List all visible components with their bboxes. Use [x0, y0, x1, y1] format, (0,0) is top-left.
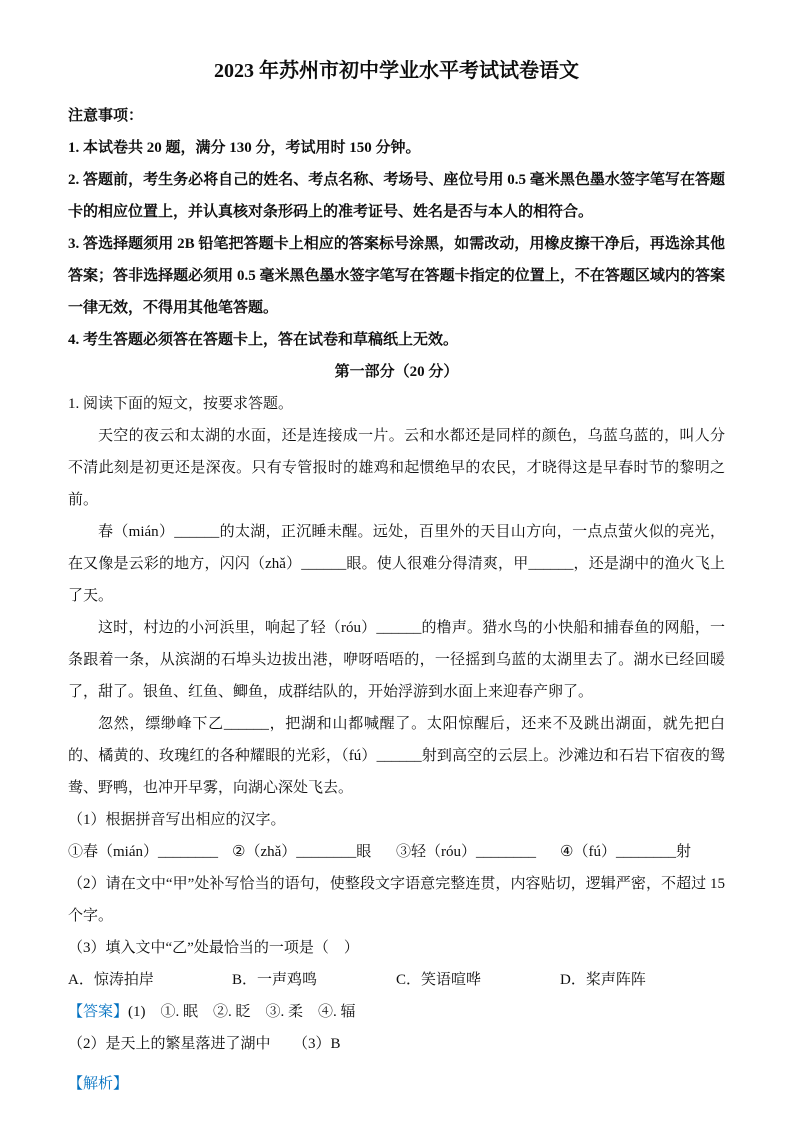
option-b: B．一声鸡鸣: [232, 972, 318, 988]
answer-line-2: （2）是天上的繁星落进了湖中 （3）B: [68, 1036, 341, 1052]
part1-heading: 第一部分（20 分）: [334, 364, 459, 380]
choice-options-row: [68, 964, 725, 996]
pinyin-blanks-row: [68, 836, 725, 868]
notice-heading: 注意事项：: [68, 108, 144, 124]
page-title: 2023 年苏州市初中学业水平考试试卷语文: [214, 60, 579, 82]
option-c: C．笑语喧哗: [396, 972, 482, 988]
analysis-line: [68, 1068, 725, 1100]
pinyin-blank-1: ①春（mián）________: [68, 844, 218, 860]
passage-paragraph-3: 这时，村边的小河浜里，响起了轻（róu）______的橹声。猎水鸟的小快船和捕春鱼的网船，一条跟着一条，从滨湖的石埠头边拔出港，咿呀唔唔的，一径摇到乌蓝的太湖里去了。湖水已经回暖了，甜了。银鱼、红鱼、鲫鱼，成群结队的，开始浮游到水面上来迎春产卵了。: [68, 620, 725, 700]
subquestion-3: （3）填入文中“乙”处最恰当的一项是（ ）: [68, 940, 359, 956]
notice-item-4: 4. 考生答题必须答在答题卡上，答在试卷和草稿纸上无效。: [68, 332, 459, 348]
passage-paragraph-2: 春（mián）______的太湖，正沉睡未醒。远处，百里外的天目山方向，一点点萤火似的亮光，在又像是云彩的地方，闪闪（zhǎ）______眼。使人很难分得清爽，甲______，还是湖中的渔火飞上了天。: [68, 524, 725, 604]
subquestion-1: （1）根据拼音写出相应的汉字。: [68, 812, 286, 828]
subquestion-2: （2）请在文中“甲”处补写恰当的语句，使整段文字语意完整连贯，内容贴切，逻辑严密，不超过 15 个字。: [68, 876, 725, 924]
question-1-intro: 1. 阅读下面的短文，按要求答题。: [68, 396, 294, 412]
pinyin-blank-2: ②（zhǎ）________眼: [232, 844, 372, 860]
notice-item-1: 1. 本试卷共 20 题，满分 130 分，考试用时 150 分钟。: [68, 140, 421, 156]
answer-label: 【答案】: [68, 1004, 129, 1020]
pinyin-blank-3: ③轻（róu）________: [396, 844, 536, 860]
passage-paragraph-4: 忽然，缥缈峰下乙______，把湖和山都喊醒了。太阳惊醒后，还来不及跳出湖面，就先把白的、橘黄的、玫瑰红的各种耀眼的光彩，（fú）______射到高空的云层上。沙滩边和石岩下宿夜的鸳鸯、野鸭，也冲开早雾，向湖心深处飞去。: [68, 716, 725, 796]
analysis-label: 【解析】: [68, 1076, 129, 1092]
answer-line-1: [68, 996, 725, 1028]
answer-content-1: (1) ①. 眠 ②. 眨 ③. 柔 ④. 辐: [128, 1004, 356, 1020]
passage-paragraph-1: 天空的夜云和太湖的水面，还是连接成一片。云和水都还是同样的颜色，乌蓝乌蓝的，叫人分不清此刻是初更还是深夜。只有专管报时的雄鸡和起惯绝早的农民，才晓得这是早春时节的黎明之前。: [68, 428, 725, 508]
option-a: A．惊涛拍岸: [68, 972, 154, 988]
notice-item-2: 2. 答题前，考生务必将自己的姓名、考点名称、考场号、座位号用 0.5 毫米黑色墨水签字笔写在答题卡的相应位置上，并认真核对条形码上的准考证号、姓名是否与本人的相符合。: [68, 172, 725, 220]
pinyin-blank-4: ④（fú）________射: [560, 844, 691, 860]
option-d: D．桨声阵阵: [560, 972, 646, 988]
notice-item-3: 3. 答选择题须用 2B 铅笔把答题卡上相应的答案标号涂黑，如需改动，用橡皮擦干净后，再选涂其他答案；答非选择题必须用 0.5 毫米黑色墨水签字笔写在答题卡指定的位置上，不在答题区域内的答案一律无效，不得用其他笔答题。: [68, 236, 725, 316]
